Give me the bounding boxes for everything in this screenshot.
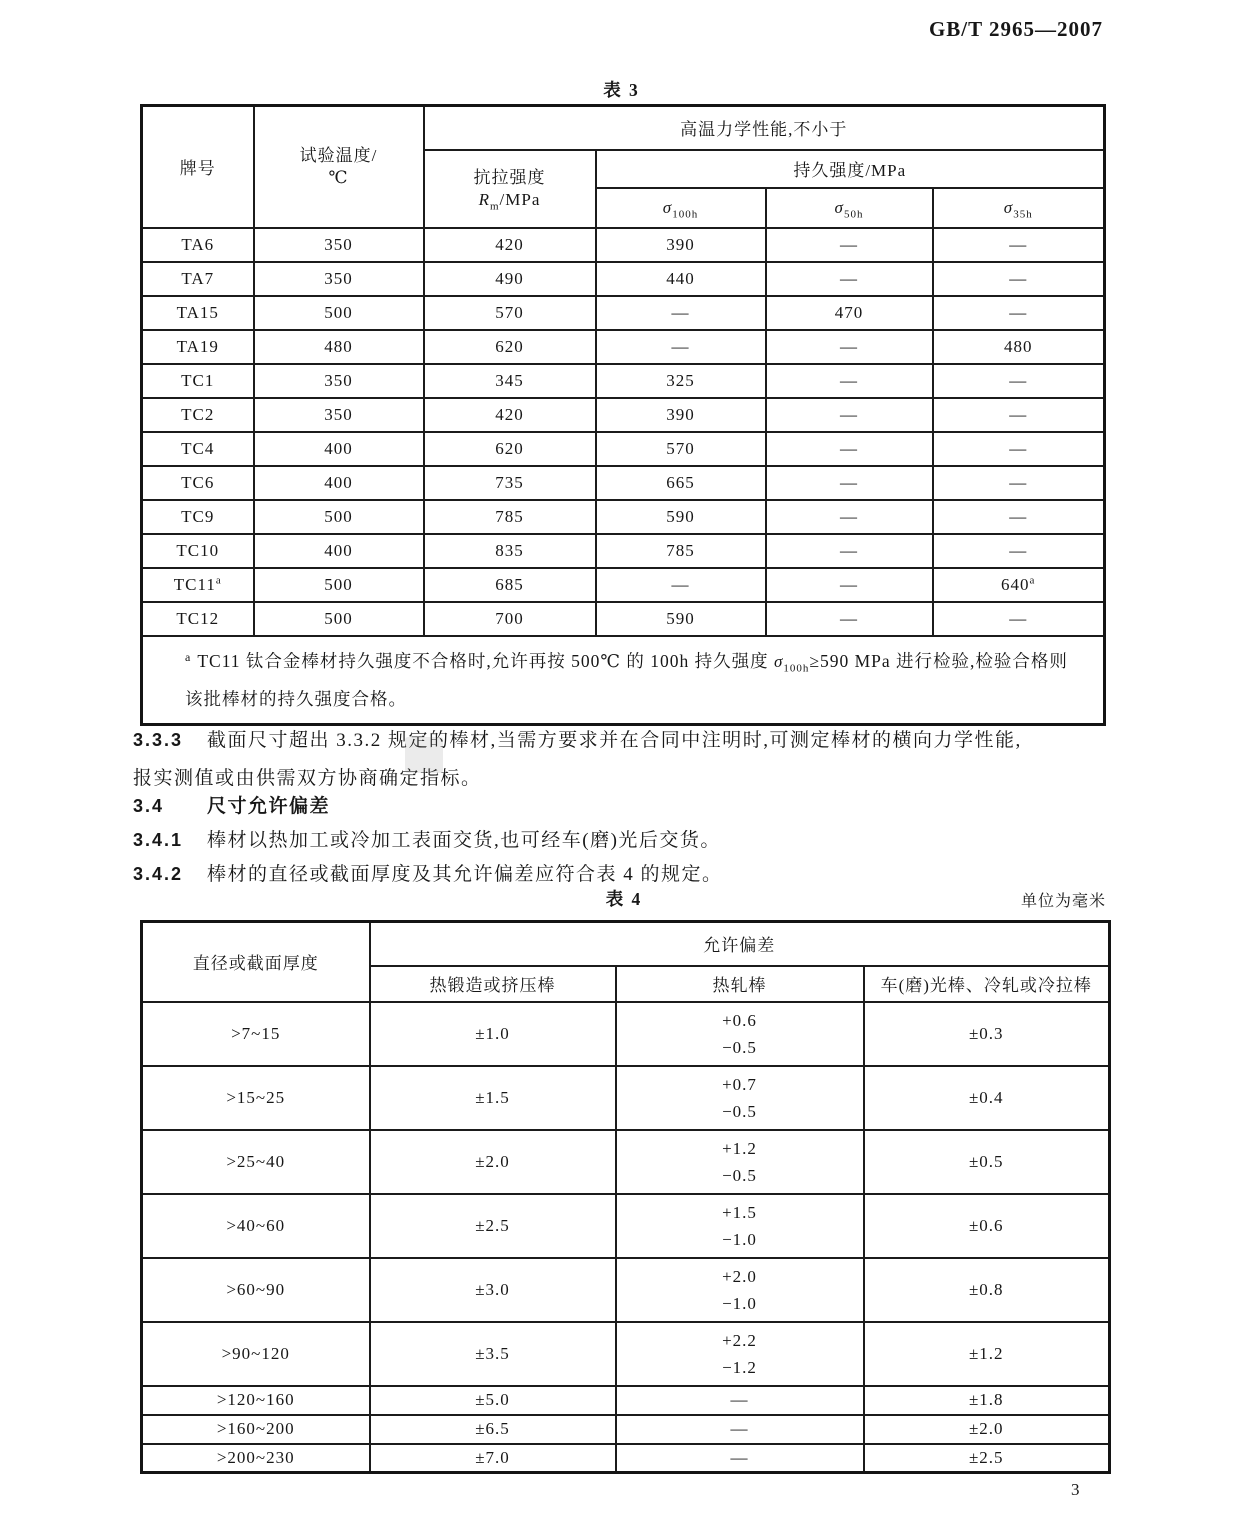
- value-cell: 685: [424, 568, 596, 602]
- table3-row: [142, 568, 1105, 602]
- grade-cell: TA6: [142, 228, 254, 262]
- value-cell: 350: [254, 398, 424, 432]
- grade-cell: TC12: [142, 602, 254, 636]
- col-header-sigma-35h: $\sigma_{35h}$: [933, 188, 1105, 228]
- value-cell: 590: [596, 602, 766, 636]
- value-cell: —: [766, 568, 933, 602]
- test-temperature-unit: ℃: [328, 167, 349, 187]
- value-cell: —: [596, 330, 766, 364]
- hot-rolled-tolerance-cell: —: [616, 1444, 864, 1473]
- table3-row: [142, 364, 1105, 398]
- value-cell: 785: [424, 500, 596, 534]
- value-cell: 440: [596, 262, 766, 296]
- value-cell: 470: [766, 296, 933, 330]
- value-cell: 665: [596, 466, 766, 500]
- value-cell: 835: [424, 534, 596, 568]
- table3-row: [142, 228, 1105, 262]
- clause-number: 3.3.3: [133, 730, 184, 750]
- value-cell: —: [933, 432, 1105, 466]
- value-cell: 390: [596, 398, 766, 432]
- value-cell: —: [933, 534, 1105, 568]
- value-cell: 700: [424, 602, 596, 636]
- grade-cell: TC9: [142, 500, 254, 534]
- section-3-3-3: 3.3.3 截面尺寸超出 3.3.2 规定的棒材,当需方要求并在合同中注明时,可测定棒材的横向力学性能, 报实测值或由供需双方协商确定指标。: [133, 721, 1123, 798]
- col-header-endurance-strength: 持久强度/MPa: [596, 150, 1105, 188]
- value-cell: 420: [424, 228, 596, 262]
- forged-tolerance-cell: ±5.0: [370, 1386, 616, 1415]
- value-cell: 735: [424, 466, 596, 500]
- table3-caption: 表 3: [603, 80, 640, 100]
- table4-row: [142, 1415, 1110, 1444]
- forged-tolerance-cell: ±3.0: [370, 1258, 616, 1322]
- col-header-diameter: 直径或截面厚度: [142, 922, 370, 1002]
- value-cell: —: [933, 364, 1105, 398]
- value-cell: 500: [254, 296, 424, 330]
- footnote-marker: a: [185, 649, 192, 664]
- table3-footnote: $^a$ TC11 钛合金棒材持久强度不合格时,允许再按 500℃ 的 100h 持久强度 $\sigma_{100h}\ge 590$ MPa 进行检验,检验合格则 该批棒材的持久强度合格。: [142, 636, 1105, 725]
- clause-number: 3.4.1: [133, 830, 184, 850]
- grade-cell: TC10: [142, 534, 254, 568]
- value-cell: —: [933, 228, 1105, 262]
- value-cell: —: [766, 432, 933, 466]
- value-cell: 390: [596, 228, 766, 262]
- value-cell: 620: [424, 432, 596, 466]
- col-header-tolerance: 允许偏差: [370, 922, 1110, 966]
- table3-row: [142, 534, 1105, 568]
- table3-mechanical-properties: [140, 104, 1106, 726]
- tensile-strength-symbol: $R_m$/MPa: [478, 189, 541, 212]
- turned-tolerance-cell: ±0.4: [864, 1066, 1110, 1130]
- value-cell: 350: [254, 262, 424, 296]
- clause-number: 3.4.2: [133, 864, 184, 884]
- range-cell: >200~230: [142, 1444, 370, 1473]
- forged-tolerance-cell: ±1.5: [370, 1066, 616, 1130]
- hot-rolled-tolerance-cell: +2.0 −1.0: [616, 1258, 864, 1322]
- col-header-grade: 牌号: [142, 106, 254, 228]
- table4-row: [142, 1130, 1110, 1194]
- value-cell: —: [933, 296, 1105, 330]
- table4-caption-row: [140, 886, 1108, 911]
- grade-cell: TC2: [142, 398, 254, 432]
- value-cell: 785: [596, 534, 766, 568]
- forged-tolerance-cell: ±7.0: [370, 1444, 616, 1473]
- table4-dimension-tolerances: [140, 920, 1111, 1474]
- value-cell: —: [933, 466, 1105, 500]
- col-header-forged-bar: 热锻造或挤压棒: [370, 966, 616, 1002]
- hot-rolled-tolerance-cell: +2.2 −1.2: [616, 1322, 864, 1386]
- col-header-test-temperature: [254, 106, 424, 228]
- table3-row: [142, 432, 1105, 466]
- value-cell: 570: [424, 296, 596, 330]
- table4-row: [142, 1386, 1110, 1415]
- value-cell: 400: [254, 534, 424, 568]
- table4-header: [142, 922, 1110, 1002]
- table3-row: [142, 262, 1105, 296]
- value-cell: 500: [254, 500, 424, 534]
- table3-footnote-row: [142, 636, 1105, 725]
- range-cell: >60~90: [142, 1258, 370, 1322]
- value-cell: —: [766, 500, 933, 534]
- value-cell: 420: [424, 398, 596, 432]
- value-cell: 620: [424, 330, 596, 364]
- range-cell: >15~25: [142, 1066, 370, 1130]
- value-cell: —: [933, 262, 1105, 296]
- table3-body: [142, 228, 1105, 636]
- col-header-high-temp-properties: 高温力学性能,不小于: [424, 106, 1105, 150]
- range-cell: >90~120: [142, 1322, 370, 1386]
- value-cell: 500: [254, 568, 424, 602]
- value-cell: 345: [424, 364, 596, 398]
- value-cell: 400: [254, 432, 424, 466]
- value-cell: —: [596, 568, 766, 602]
- grade-cell: TA15: [142, 296, 254, 330]
- table3-row: [142, 500, 1105, 534]
- value-cell: —: [933, 500, 1105, 534]
- section-3-4-2: 3.4.2 棒材的直径或截面厚度及其允许偏差应符合表 4 的规定。: [133, 855, 1123, 894]
- range-cell: >120~160: [142, 1386, 370, 1415]
- grade-cell: TC6: [142, 466, 254, 500]
- hot-rolled-tolerance-cell: —: [616, 1415, 864, 1444]
- value-cell: —: [766, 466, 933, 500]
- tensile-strength-label: 抗拉强度: [473, 167, 546, 187]
- col-header-hot-rolled-bar: 热轧棒: [616, 966, 864, 1002]
- table4-row: [142, 1066, 1110, 1130]
- turned-tolerance-cell: ±1.2: [864, 1322, 1110, 1386]
- grade-cell: TA7: [142, 262, 254, 296]
- table4-body: [142, 1002, 1110, 1473]
- standard-number: GB/T 2965—2007: [928, 17, 1103, 41]
- table3-row: [142, 602, 1105, 636]
- forged-tolerance-cell: ±1.0: [370, 1002, 616, 1066]
- table3-header: [142, 106, 1105, 228]
- clause-number: 3.4: [133, 796, 165, 816]
- value-cell: 590: [596, 500, 766, 534]
- value-cell: —: [933, 398, 1105, 432]
- value-cell: 350: [254, 364, 424, 398]
- turned-tolerance-cell: ±2.5: [864, 1444, 1110, 1473]
- hot-rolled-tolerance-cell: +0.7 −0.5: [616, 1066, 864, 1130]
- hot-rolled-tolerance-cell: +1.2 −0.5: [616, 1130, 864, 1194]
- section-3-4-heading: 3.4 尺寸允许偏差: [133, 787, 1123, 826]
- range-cell: >160~200: [142, 1415, 370, 1444]
- col-header-sigma-100h: $\sigma_{100h}$: [596, 188, 766, 228]
- table3-row: [142, 466, 1105, 500]
- range-cell: >25~40: [142, 1130, 370, 1194]
- value-cell: —: [933, 602, 1105, 636]
- value-cell: 350: [254, 228, 424, 262]
- hot-rolled-tolerance-cell: +1.5 −1.0: [616, 1194, 864, 1258]
- value-cell: —: [766, 398, 933, 432]
- col-header-tensile-strength: [424, 150, 596, 228]
- value-cell: —: [766, 262, 933, 296]
- test-temperature-label: 试验温度/: [299, 145, 378, 165]
- range-cell: >40~60: [142, 1194, 370, 1258]
- col-header-sigma-50h: $\sigma_{50h}$: [766, 188, 933, 228]
- table3-row: [142, 398, 1105, 432]
- value-cell: —: [766, 228, 933, 262]
- value-cell: —: [766, 364, 933, 398]
- value-cell: —: [596, 296, 766, 330]
- grade-cell: TC1: [142, 364, 254, 398]
- turned-tolerance-cell: ±0.6: [864, 1194, 1110, 1258]
- section-3-4-1: 3.4.1 棒材以热加工或冷加工表面交货,也可经车(磨)光后交货。: [133, 821, 1123, 860]
- value-cell: —: [766, 602, 933, 636]
- turned-tolerance-cell: ±0.3: [864, 1002, 1110, 1066]
- turned-tolerance-cell: ±0.8: [864, 1258, 1110, 1322]
- value-cell: —: [766, 330, 933, 364]
- col-header-turned-bar: 车(磨)光棒、冷轧或冷拉棒: [864, 966, 1110, 1002]
- grade-cell: TA19: [142, 330, 254, 364]
- value-cell: —: [766, 534, 933, 568]
- value-cell: 400: [254, 466, 424, 500]
- table4-row: [142, 1002, 1110, 1066]
- value-cell: 570: [596, 432, 766, 466]
- turned-tolerance-cell: ±2.0: [864, 1415, 1110, 1444]
- forged-tolerance-cell: ±2.5: [370, 1194, 616, 1258]
- table4-caption: 表 4: [605, 889, 643, 909]
- table4-row: [142, 1322, 1110, 1386]
- table3-row: [142, 330, 1105, 364]
- range-cell: >7~15: [142, 1002, 370, 1066]
- grade-cell: TC4: [142, 432, 254, 466]
- table3-row: [142, 296, 1105, 330]
- turned-tolerance-cell: ±1.8: [864, 1386, 1110, 1415]
- value-cell: 480: [254, 330, 424, 364]
- table4-row: [142, 1194, 1110, 1258]
- scan-smudge: [405, 737, 443, 773]
- hot-rolled-tolerance-cell: +0.6 −0.5: [616, 1002, 864, 1066]
- value-cell: 490: [424, 262, 596, 296]
- value-cell: 480: [933, 330, 1105, 364]
- unit-note: 单位为毫米: [1020, 893, 1106, 910]
- hot-rolled-tolerance-cell: —: [616, 1386, 864, 1415]
- page-number: 3: [1071, 1480, 1080, 1499]
- value-cell: 500: [254, 602, 424, 636]
- forged-tolerance-cell: ±3.5: [370, 1322, 616, 1386]
- value-cell: 325: [596, 364, 766, 398]
- grade-cell: TC11$^a$: [142, 568, 254, 602]
- table4-row: [142, 1444, 1110, 1473]
- forged-tolerance-cell: ±2.0: [370, 1130, 616, 1194]
- value-cell: 640$^a$: [933, 568, 1105, 602]
- forged-tolerance-cell: ±6.5: [370, 1415, 616, 1444]
- table4-row: [142, 1258, 1110, 1322]
- turned-tolerance-cell: ±0.5: [864, 1130, 1110, 1194]
